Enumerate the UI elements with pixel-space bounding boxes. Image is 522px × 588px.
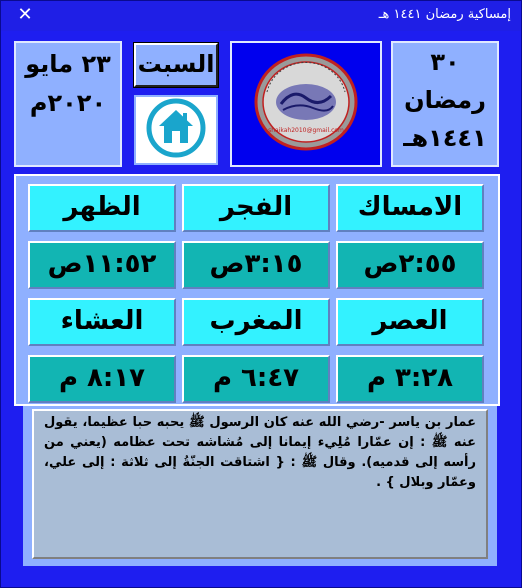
dhuhr-label: الظهر [28, 184, 176, 232]
gregorian-date-box [14, 41, 122, 167]
imsak-label: الامساك [336, 184, 484, 232]
maghrib-label: المغرب [182, 298, 330, 346]
maghrib-time: ٦:٤٧ م [182, 355, 330, 403]
foundation-logo [253, 52, 359, 156]
day-button[interactable]: السبت [134, 43, 218, 87]
svg-text:shaikah2010@gmail.com: shaikah2010@gmail.com [268, 127, 344, 134]
asr-label: العصر [336, 298, 484, 346]
asr-time: ٣:٢٨ م [336, 355, 484, 403]
hijri-date-box [391, 41, 499, 167]
home-button[interactable] [134, 95, 218, 165]
home-icon [145, 97, 207, 163]
hijri-day: ٣٠ [430, 48, 460, 76]
logo-box [230, 41, 382, 167]
imsak-time: ٢:٥٥ص [336, 241, 484, 289]
close-button[interactable]: ✕ [17, 4, 33, 25]
isha-label: العشاء [28, 298, 176, 346]
fajr-label: الفجر [182, 184, 330, 232]
hijri-year: ١٤٤١هـ [403, 124, 487, 152]
gregorian-year: ٢٠٢٠م [29, 89, 107, 117]
hadith-text: عمار بن ياسر -رضي الله عنه كان الرسول ﷺ يحبه حبا عظيما، يقول عنه ﷺ : إن عمّارا مُلِيء إيمانا إلى مُشاشه تحت عظامه (يعني من رأسه إلى قدميه). وقال ﷺ : { اشتاقت الجنّةُ إلى ثلاثة : إلى علي، وعمّار وبلال } . [32, 409, 488, 559]
fajr-time: ٣:١٥ص [182, 241, 330, 289]
gregorian-day-month: ٢٣ مايو [25, 50, 111, 78]
dhuhr-time: ١١:٥٢ص [28, 241, 176, 289]
hijri-month: رمضان [404, 86, 486, 114]
title-bar [1, 1, 521, 31]
prayer-times-panel [14, 174, 500, 406]
window-title: إمساكية رمضان ١٤٤١ هـ [378, 7, 511, 22]
isha-time: ٨:١٧ م [28, 355, 176, 403]
